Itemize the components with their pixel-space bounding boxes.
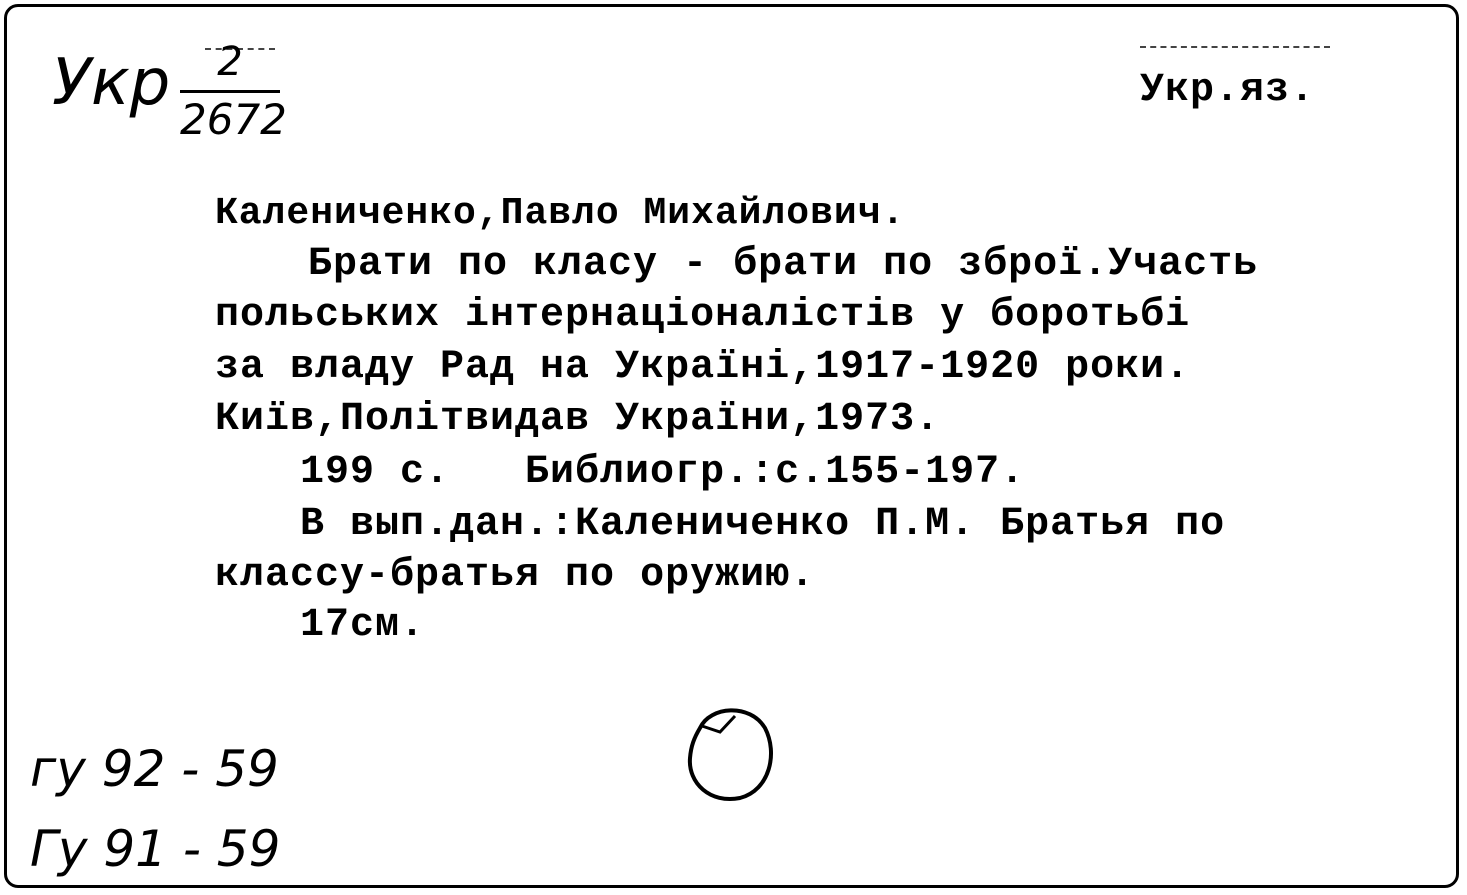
punched-hole	[680, 698, 780, 808]
parallel-title-line-1: В вып.дан.:Калениченко П.М. Братья по	[300, 502, 1226, 547]
pages-biblio-line: 199 с. Библиогр.:с.155-197.	[300, 450, 1026, 495]
top-divider	[1140, 46, 1330, 48]
fraction-bar	[180, 90, 280, 93]
language-note: Укр.яз.	[1140, 68, 1316, 113]
author-line: Калениченко,Павло Михайлович.	[215, 192, 906, 235]
call-number-denominator: 2672	[180, 95, 287, 144]
parallel-title-line-2: классу-братья по оружию.	[215, 553, 816, 598]
call-number-prefix: Укр	[52, 46, 171, 120]
call-number-numerator: 2	[217, 39, 243, 85]
imprint-line: Київ,Політвидав України,1973.	[215, 397, 941, 442]
title-line-3: за владу Рад на Україні,1917-1920 роки.	[215, 345, 1191, 390]
handwritten-code-2: Гу 91 - 59	[30, 820, 281, 878]
title-line-2: польських інтернаціоналістів у боротьбі	[215, 293, 1191, 338]
call-number-fraction	[180, 38, 287, 145]
handwritten-code-1: гу 92 - 59	[30, 740, 279, 798]
title-line-1: Брати по класу - брати по зброї.Участь	[308, 242, 1259, 287]
size-line: 17см.	[300, 603, 426, 648]
